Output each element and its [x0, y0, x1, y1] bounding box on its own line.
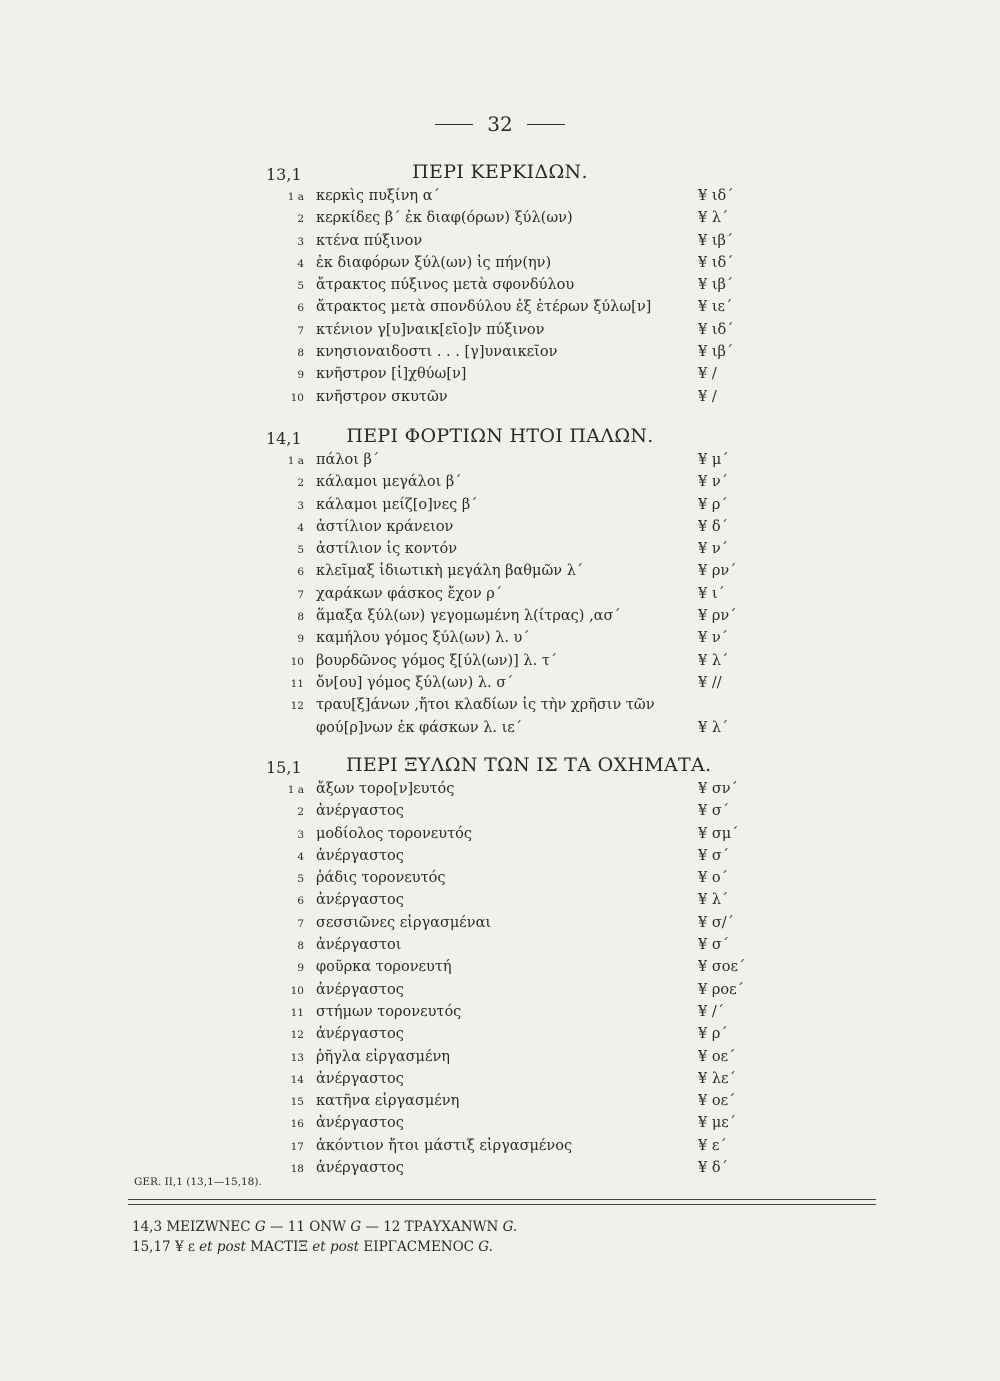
- section-title: ΠΕΡΙ ΦΟΡΤΙΩΝ ΗΤΟΙ ΠΑΛΩΝ.: [346, 425, 654, 447]
- entry-price: ¥ ρν΄: [698, 608, 737, 625]
- entry-text: καμήλου γόμος ξύλ(ων) λ. υ΄: [316, 630, 530, 647]
- line-number: 9: [297, 369, 304, 382]
- entry-price: ¥ ο΄: [698, 870, 728, 887]
- entry-text: ἀκόντιον ἤτοι μάστιξ εἰργασμένος: [316, 1137, 573, 1154]
- entry-text: ἀνέργαστος: [316, 1160, 404, 1177]
- entry-row: [0, 607, 1000, 629]
- entry-price: ¥ //: [698, 674, 722, 691]
- entry-price: ¥ σ΄: [698, 937, 729, 954]
- entry-text: φού[ρ]νων ἐκ φάσκων λ. ιε΄: [316, 719, 523, 736]
- line-number: 4: [297, 257, 304, 270]
- line-number: 11: [290, 677, 304, 690]
- entry-row: [0, 958, 1000, 980]
- line-number: 18: [290, 1163, 304, 1176]
- apparatus-reading: — 11 ΟΝW: [265, 1219, 351, 1235]
- line-number: 8: [297, 611, 304, 624]
- entry-text: κερκὶς πυξίνη α΄: [316, 188, 440, 204]
- entry-row: [0, 388, 1000, 410]
- line-number: 3: [297, 499, 304, 512]
- entry-price: ¥ ε΄: [698, 1137, 727, 1154]
- entry-text: ὄν[ου] γόμος ξύλ(ων) λ. σ΄: [316, 674, 514, 691]
- entry-price: ¥ ν΄: [698, 630, 728, 647]
- entry-text: σεσσιῶνες εἰργασμέναι: [316, 914, 492, 931]
- entry-row: [0, 780, 1000, 802]
- line-number: 1 a: [287, 455, 304, 467]
- entry-price: ¥ ν΄: [698, 541, 728, 558]
- page-header: [0, 112, 1000, 136]
- section-heading: [0, 425, 1000, 451]
- line-number: 5: [297, 873, 304, 886]
- apparatus-reading: ¥ ε: [170, 1239, 200, 1255]
- section-title: ΠΕΡΙ ΚΕΡΚΙΔΩΝ.: [412, 161, 588, 183]
- section-heading: [0, 161, 1000, 187]
- entry-row: [0, 652, 1000, 674]
- line-number: 12: [290, 700, 304, 713]
- line-number: 2: [297, 806, 304, 819]
- footnote-rule-bottom: [128, 1204, 876, 1205]
- entry-price: ¥ ι΄: [698, 585, 725, 602]
- apparatus-siglum: G: [254, 1219, 266, 1235]
- entry-row: [0, 1114, 1000, 1136]
- line-number: 13: [290, 1051, 304, 1064]
- entry-price: ¥ /΄: [698, 1003, 724, 1020]
- line-number: 7: [297, 324, 304, 337]
- entry-row: [0, 719, 1000, 741]
- entry-row: [0, 936, 1000, 958]
- entry-text: ἀνέργαστος: [316, 892, 404, 909]
- entry-text: κάλαμοι μείζ[ο]νες β΄: [316, 496, 478, 513]
- entry-row: [0, 276, 1000, 298]
- entry-text: ῥῆγλα εἰργασμένη: [316, 1048, 450, 1065]
- entry-text: ἀνέργαστος: [316, 803, 404, 820]
- entry-text: ἄτρακτος πύξινος μετὰ σφονδύλου: [316, 277, 575, 294]
- entry-text: μοδίολος τορονευτός: [316, 825, 472, 842]
- line-number: 3: [297, 235, 304, 248]
- apparatus-reading: — 12 ΤΡΑΥΧΑΝWΝ: [361, 1219, 503, 1235]
- entry-price: ¥ με΄: [698, 1115, 737, 1132]
- apparatus-siglum: G.: [478, 1239, 493, 1255]
- entry-row: [0, 585, 1000, 607]
- entry-price: ¥ /: [698, 388, 717, 405]
- entry-text: ἀνέργαστος: [316, 1070, 404, 1087]
- entry-row: [0, 629, 1000, 651]
- apparatus-siglum: et post: [312, 1239, 360, 1255]
- entry-price: ¥ σν΄: [698, 781, 738, 797]
- entry-row: [0, 232, 1000, 254]
- apparatus-line: [132, 1239, 493, 1255]
- entry-row: [0, 473, 1000, 495]
- entry-text: κνησιοναιδοστι . . . [γ]υναικεῖον: [316, 344, 558, 361]
- entry-price: ¥ μ΄: [698, 452, 729, 468]
- entry-row: [0, 254, 1000, 276]
- entry-row: [0, 1070, 1000, 1092]
- entry-price: ¥ οε΄: [698, 1093, 736, 1110]
- entry-price: ¥ σμ΄: [698, 825, 739, 842]
- entry-text: ἀνέργαστος: [316, 1026, 404, 1043]
- entry-text: ἀστίλιον κράνειον: [316, 518, 454, 535]
- line-number: 10: [290, 655, 304, 668]
- entry-price: ¥ δ΄: [698, 1160, 728, 1177]
- line-number: 4: [297, 521, 304, 534]
- line-number: 2: [297, 213, 304, 226]
- section-number: 15,1: [266, 758, 302, 777]
- entry-text: ῥάδις τορονευτός: [316, 870, 446, 887]
- entry-text: πάλοι β΄: [316, 452, 380, 468]
- entry-row: [0, 1025, 1000, 1047]
- line-number: 6: [297, 566, 304, 579]
- entry-price: ¥ δ΄: [698, 518, 728, 535]
- entry-row: [0, 981, 1000, 1003]
- entry-text: κλεῖμαξ ἰδιωτικὴ μεγάλη βαθμῶν λ΄: [316, 563, 584, 580]
- apparatus-siglum: G.: [502, 1219, 518, 1235]
- entry-price: ¥ ιβ΄: [698, 232, 734, 249]
- entry-row: [0, 298, 1000, 320]
- apparatus-ref: 14,3: [132, 1219, 163, 1235]
- entry-text: κτένιον γ[υ]ναικ[εῖο]ν πύξινον: [316, 321, 545, 338]
- line-number: 2: [297, 477, 304, 490]
- line-number: 14: [290, 1073, 304, 1086]
- section-2: [0, 425, 1000, 741]
- entry-text: κάλαμοι μεγάλοι β΄: [316, 474, 462, 491]
- entry-row: [0, 914, 1000, 936]
- line-number: 6: [297, 302, 304, 315]
- line-number: 10: [290, 984, 304, 997]
- entry-text: κατῆνα εἰργασμένη: [316, 1093, 460, 1110]
- entry-price: ¥ ιδ΄: [698, 321, 734, 338]
- entry-text: ἀστίλιον ἰς κοντόν: [316, 541, 458, 558]
- section-heading: [0, 754, 1000, 780]
- entry-row: [0, 496, 1000, 518]
- entry-price: ¥ ιε΄: [698, 299, 733, 316]
- line-number: 5: [297, 544, 304, 557]
- entry-row: [0, 869, 1000, 891]
- line-number: 6: [297, 895, 304, 908]
- entry-text: στήμων τορονευτός: [316, 1003, 462, 1020]
- entry-price: ¥ /: [698, 366, 717, 383]
- entry-price: ¥ ρ΄: [698, 1026, 728, 1043]
- entry-row: [0, 451, 1000, 473]
- entry-text: φοῦρκα τορονευτή: [316, 959, 452, 976]
- header-rule-left: [435, 124, 473, 125]
- entry-row: [0, 891, 1000, 913]
- entry-price: ¥ οε΄: [698, 1048, 736, 1065]
- entry-price: ¥ λ΄: [698, 892, 729, 909]
- entry-text: ἅμαξα ξύλ(ων) γεγομωμένη λ(ίτρας) ‚ασ΄: [316, 608, 621, 625]
- entry-row: [0, 1048, 1000, 1070]
- line-number: 7: [297, 917, 304, 930]
- line-number: 9: [297, 633, 304, 646]
- line-number: 7: [297, 588, 304, 601]
- apparatus-line: [132, 1219, 517, 1235]
- entry-price: ¥ σοε΄: [698, 959, 746, 976]
- line-number: 10: [290, 391, 304, 404]
- entry-text: κνῆστρον σκυτῶν: [316, 388, 448, 405]
- line-number: 15: [290, 1096, 304, 1109]
- entry-text: ἄτρακτος μετὰ σπονδύλου ἐξ ἑτέρων ξύλω[ν]: [316, 299, 652, 316]
- entry-price: ¥ λ΄: [698, 210, 729, 227]
- entry-row: [0, 187, 1000, 209]
- header-rule-right: [527, 124, 565, 125]
- entry-row: [0, 540, 1000, 562]
- entry-text: τραυ[ξ]άνων ‚ἤτοι κλαδίων ἰς τὴν χρῆσιν τῶν: [316, 697, 655, 714]
- entry-text: ἀνέργαστος: [316, 847, 404, 864]
- apparatus-reading: ΕΙΡΓΑCΜΕΝΟC: [359, 1239, 479, 1255]
- line-number: 12: [290, 1029, 304, 1042]
- entry-row: [0, 321, 1000, 343]
- section-title: ΠΕΡΙ ΞΥΛΩΝ ΤΩΝ ΙΣ ΤΑ ΟΧΗΜΑΤΑ.: [346, 754, 712, 776]
- entry-price: ¥ ιδ΄: [698, 254, 734, 271]
- entry-row: [0, 847, 1000, 869]
- section-number: 14,1: [266, 429, 302, 448]
- entry-price: ¥ ιδ΄: [698, 188, 734, 204]
- entry-text: κτένα πύξινον: [316, 232, 423, 249]
- line-number: 4: [297, 850, 304, 863]
- entry-row: [0, 1092, 1000, 1114]
- entry-text: κερκίδες β΄ ἐκ διαφ(όρων) ξύλ(ων): [316, 210, 573, 227]
- entry-row: [0, 562, 1000, 584]
- entry-price: ¥ ρν΄: [698, 563, 737, 580]
- entry-text: ἀνέργαστοι: [316, 937, 402, 954]
- entry-price: ¥ ιβ΄: [698, 344, 734, 361]
- section-3: [0, 754, 1000, 1181]
- section-number: 13,1: [266, 165, 302, 184]
- apparatus-siglum: G: [350, 1219, 362, 1235]
- entry-text: κνῆστρον [ἰ]χθύω[ν]: [316, 366, 467, 383]
- page-number: 32: [487, 112, 513, 136]
- apparatus-ref: 15,17: [132, 1239, 171, 1255]
- line-number: 8: [297, 940, 304, 953]
- entry-price: ¥ ρ΄: [698, 496, 728, 513]
- apparatus-reading: ΜΕΙΖWΝΕC: [162, 1219, 255, 1235]
- entry-row: [0, 802, 1000, 824]
- line-number: 11: [290, 1006, 304, 1019]
- entry-text: ἐκ διαφόρων ξύλ(ων) ἰς πήν(ην): [316, 254, 552, 271]
- apparatus-reading: ΜΑCΤΙΞ: [245, 1239, 313, 1255]
- entry-row: [0, 518, 1000, 540]
- entry-text: ἀνέργαστος: [316, 981, 404, 998]
- entry-row: [0, 1137, 1000, 1159]
- section-1: [0, 161, 1000, 410]
- entry-row: [0, 696, 1000, 718]
- entry-price: ¥ ν΄: [698, 474, 728, 491]
- entry-row: [0, 825, 1000, 847]
- line-number: 1 a: [287, 191, 304, 203]
- line-number: 1 a: [287, 784, 304, 796]
- entry-price: ¥ λε΄: [698, 1070, 736, 1087]
- line-number: 8: [297, 347, 304, 360]
- line-number: 3: [297, 828, 304, 841]
- entry-price: ¥ ροε΄: [698, 981, 744, 998]
- entry-price: ¥ ιβ΄: [698, 277, 734, 294]
- manuscript-siglum: GER. II,1 (13,1—15,18).: [134, 1176, 262, 1188]
- entry-price: ¥ σ΄: [698, 803, 729, 820]
- line-number: 9: [297, 962, 304, 975]
- footnote-rule-top: [128, 1199, 876, 1200]
- entry-text: ἄξων τορο[ν]ευτός: [316, 781, 455, 797]
- line-number: 5: [297, 280, 304, 293]
- entry-row: [0, 1003, 1000, 1025]
- entry-row: [0, 674, 1000, 696]
- entry-text: χαράκων φάσκος ἔχον ρ΄: [316, 585, 503, 602]
- entry-row: [0, 343, 1000, 365]
- apparatus-siglum: et post: [199, 1239, 246, 1255]
- entry-text: βουρδῶνος γόμος ξ[ύλ(ων)] λ. τ΄: [316, 652, 558, 669]
- line-number: 16: [290, 1118, 304, 1131]
- entry-price: ¥ λ΄: [698, 719, 729, 736]
- entry-text: ἀνέργαστος: [316, 1115, 404, 1132]
- entry-price: ¥ σ΄: [698, 847, 729, 864]
- entry-row: [0, 365, 1000, 387]
- entry-row: [0, 209, 1000, 231]
- entry-price: ¥ σ/΄: [698, 914, 734, 931]
- line-number: 17: [290, 1140, 304, 1153]
- entry-price: ¥ λ΄: [698, 652, 729, 669]
